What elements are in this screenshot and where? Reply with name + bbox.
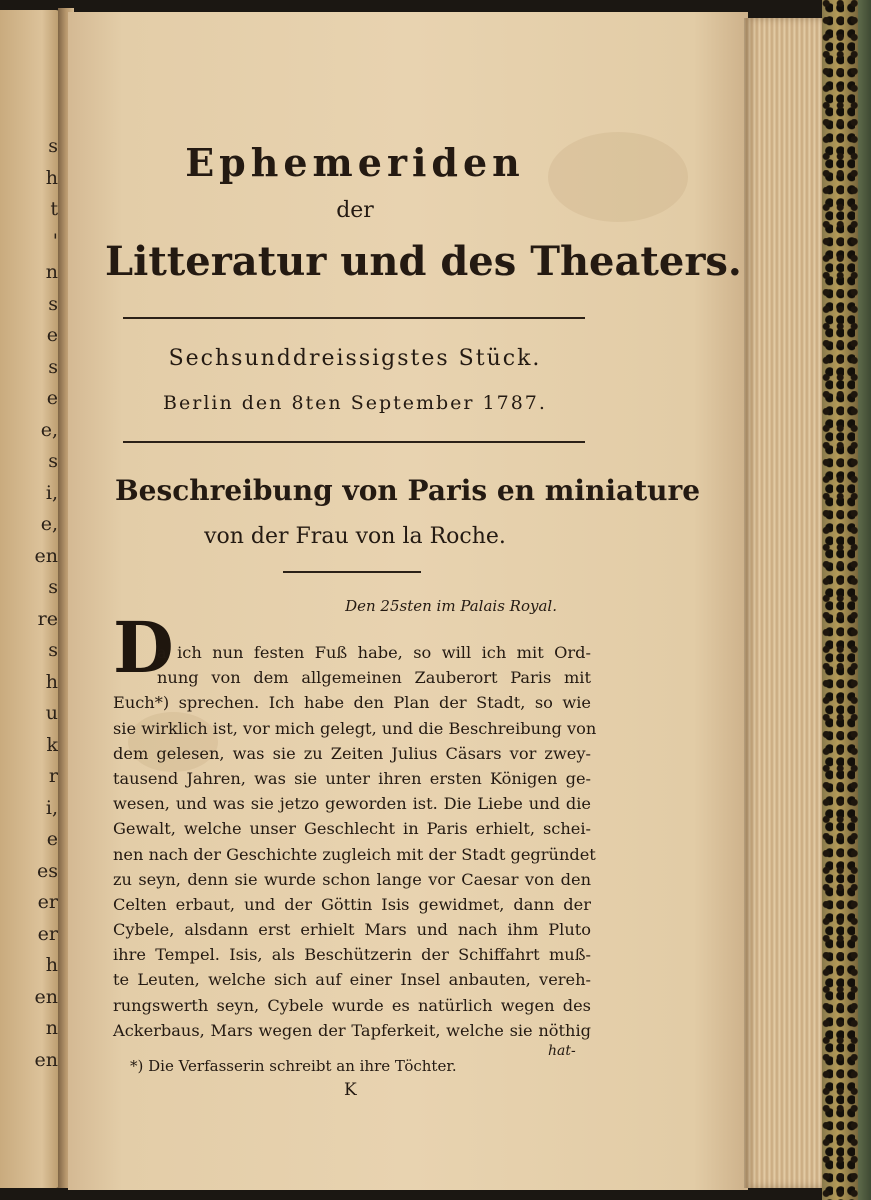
left-page-text-fragment: r xyxy=(48,765,58,787)
left-page-text-fragment: n xyxy=(45,1017,58,1039)
article-title: Beschreibung von Paris en miniature xyxy=(115,474,701,507)
journal-title: Ephemeriden xyxy=(185,140,525,185)
left-page-text-fragment: e xyxy=(46,324,58,346)
journal-title-der: der xyxy=(336,198,374,223)
catchword: hat- xyxy=(548,1043,576,1059)
short-divider-rule xyxy=(283,571,421,573)
body-line: Ackerbaus, Mars wegen der Tapferkeit, welche sie nöthig xyxy=(113,1020,591,1040)
body-line: tausend Jahren, was sie unter ihren ersten Königen ge- xyxy=(113,768,591,788)
footnote: *) Die Verfasserin schreibt an ihre Töchter. xyxy=(130,1057,457,1075)
left-page-text-fragment: e, xyxy=(40,418,58,441)
left-page-text-fragment: e xyxy=(46,828,58,850)
journal-subtitle: Litteratur und des Theaters. xyxy=(105,238,742,285)
left-page-text-fragment: i, xyxy=(45,481,58,504)
left-page-text-fragment: er xyxy=(37,922,58,945)
left-page-text-fragment: ' xyxy=(52,229,58,252)
left-page-text-fragment: h xyxy=(45,954,58,976)
body-line: a ich nun festen Fuß habe, so will ich mit Ord- xyxy=(157,643,591,662)
left-page-text-fragment: h xyxy=(45,670,58,693)
dateline: Berlin den 8ten September 1787. xyxy=(163,392,547,414)
body-line: nung von dem allgemeinen Zauberort Paris mit xyxy=(157,668,591,688)
left-page-text-fragment: h xyxy=(45,166,58,189)
body-line: ihre Tempel. Isis, als Beschützerin der Schiffahrt muß- xyxy=(113,945,591,965)
body-line: dem gelesen, was sie zu Zeiten Julius Cäsars vor zwey- xyxy=(113,743,591,763)
left-page-text-fragment: en xyxy=(34,985,58,1008)
left-page-text-fragment: en xyxy=(34,544,58,567)
body-line: Euch*) sprechen. Ich habe den Plan der Stadt, so wie xyxy=(113,693,591,713)
left-page-text-fragment: en xyxy=(34,1048,58,1071)
body-line: te Leuten, welche sich auf einer Insel anbauten, vereh- xyxy=(113,970,591,990)
left-page-text-fragment: s xyxy=(48,135,58,157)
signature-mark: K xyxy=(344,1080,357,1100)
divider-rule xyxy=(123,317,585,319)
left-page-text-fragment: n xyxy=(45,261,58,283)
left-page-text-fragment: i, xyxy=(45,796,58,819)
body-line: Celten erbaut, und der Göttin Isis gewidmet, dann der xyxy=(113,894,591,914)
body-line: sie wirklich ist, vor mich gelegt, und die Beschreibung von xyxy=(113,718,597,738)
body-line: rungswerth seyn, Cybele wurde es natürlich wegen des xyxy=(113,995,591,1015)
left-page-text-fragment: s xyxy=(48,450,58,472)
left-page-text-fragment: er xyxy=(37,891,58,913)
left-page-text-fragment: s xyxy=(48,576,58,598)
left-page-text-fragment: u xyxy=(45,702,58,724)
body-line: wesen, und was sie jetzo geworden ist. Die Liebe und die xyxy=(113,794,591,814)
left-page-text-fragment: s xyxy=(48,355,58,378)
left-page-text-fragment: e, xyxy=(40,513,58,535)
place-date: Den 25sten im Palais Royal. xyxy=(345,597,557,615)
body-line: zu seyn, denn sie wurde schon lange vor Caesar von den xyxy=(113,869,591,889)
article-author: von der Frau von la Roche. xyxy=(204,524,506,549)
body-line: Gewalt, welche unser Geschlecht in Paris erhielt, schei- xyxy=(113,819,591,839)
left-page-text-fragment: s xyxy=(48,639,58,661)
divider-rule xyxy=(123,441,585,443)
body-line: nen nach der Geschichte zugleich mit der Stadt gegründet xyxy=(113,844,596,864)
article-body xyxy=(113,640,597,1043)
drop-cap: D xyxy=(113,606,174,689)
issue-number: Sechsunddreissigstes Stück. xyxy=(168,346,542,371)
body-line: Cybele, alsdann erst erhielt Mars und nach ihm Pluto xyxy=(113,920,591,940)
left-page-text-fragment: s xyxy=(48,292,58,315)
left-page-text-fragment: es xyxy=(37,859,58,882)
left-page-text-fragment: k xyxy=(46,733,58,756)
left-page-text-fragment: re xyxy=(37,607,58,630)
left-page-text-fragment: e xyxy=(46,387,58,409)
left-page-text-fragment: t xyxy=(50,198,58,220)
